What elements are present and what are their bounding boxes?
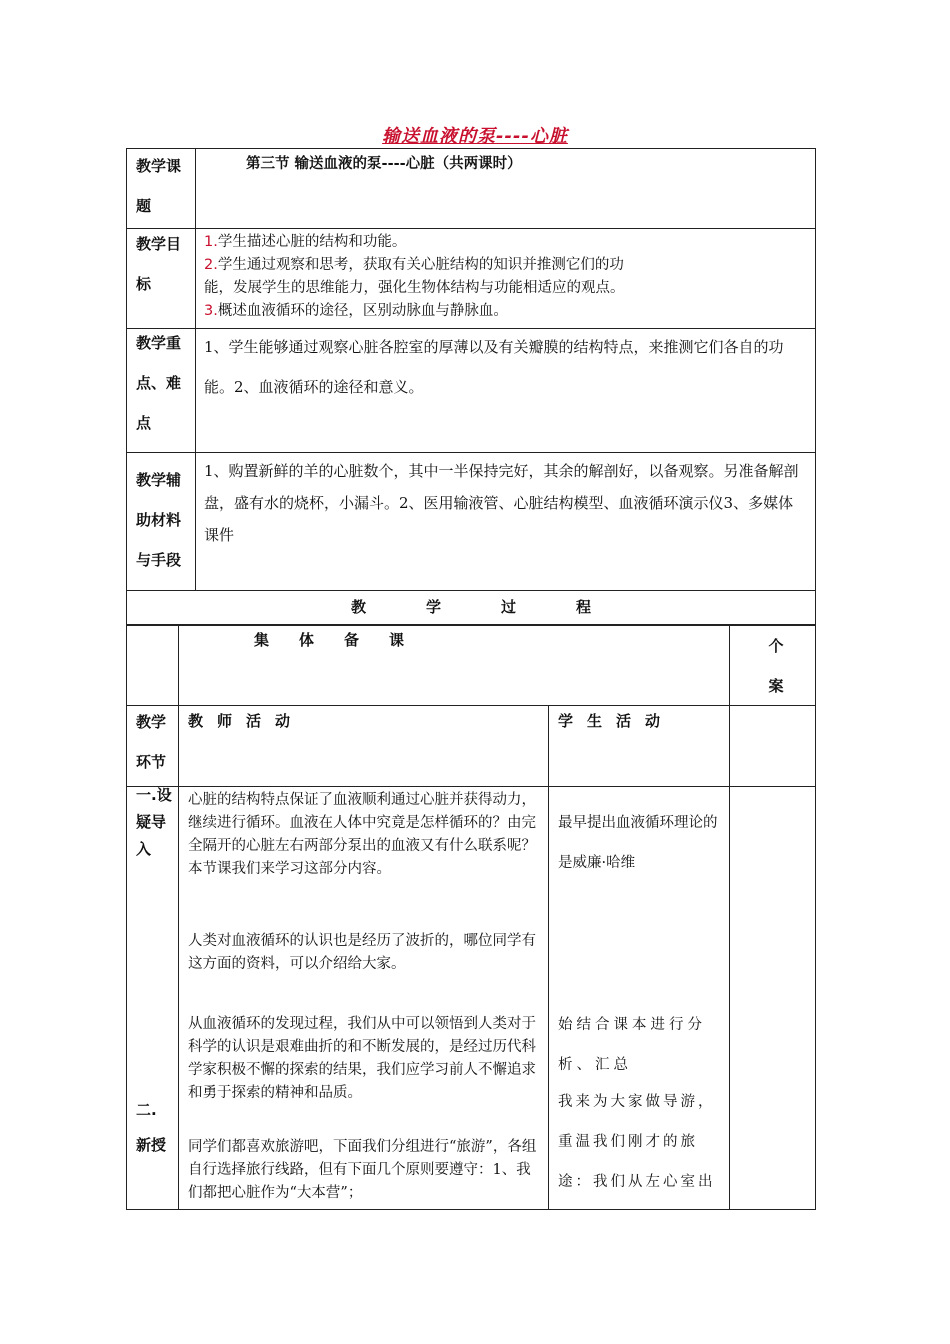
- row-divider-3: [126, 452, 816, 453]
- teacher-paragraph-3: 从血液循环的发现过程，我们从中可以领悟到人类对于科学的认识是艰难曲折的和不断发展的，是经过历代科学家积极不懈的探索的结果，我们应学习前人不懈追求和勇于探索的精神和品质。: [188, 1016, 536, 1101]
- teacher-paragraph-2: 人类对血液循环的认识也是经历了波折的，哪位同学有这方面的资料，可以介绍给大家。: [188, 933, 536, 972]
- goal-item-1: [204, 231, 714, 254]
- key-points-label: 教学重点、难点: [136, 334, 182, 432]
- goal-item-2: [204, 254, 714, 277]
- collective-prep-header: 集体备课: [254, 631, 435, 649]
- stage-new-teaching: 二.新授: [136, 1101, 167, 1154]
- student-activity-header: 学生活动: [558, 712, 675, 730]
- goal-text: 能，发展学生的思维能力，强化生物体结构与功能相适应的观点。: [204, 280, 625, 296]
- teacher-paragraph-4: 同学们都喜欢旅游吧，下面我们分组进行“旅游”，各组自行选择旅行线路，但有下面几个原则要遵守：1、我们都把心脏作为“大本营”；: [188, 1139, 537, 1201]
- goals-label: 教学目标: [136, 235, 182, 293]
- process-header: 教学过程: [350, 598, 651, 616]
- stage-column-header: 教学环节: [136, 713, 167, 771]
- goal-item-3: [204, 300, 714, 323]
- goal-number: 1.: [204, 234, 218, 250]
- individual-column-divider: [729, 625, 730, 1210]
- goal-text: 学生通过观察和思考，获取有关心脏结构的知识并推测它们的功: [217, 257, 624, 273]
- row-divider-1: [126, 228, 816, 229]
- teacher-paragraph-1: 心脏的结构特点保证了血液顺利通过心脏并获得动力，继续进行循环。血液在人体中究竟是怎样循环的？由完全隔开的心脏左右两部分泵出的血液又有什么联系呢？本节课我们来学习这部分内容。: [188, 792, 536, 877]
- student-paragraph-3: 我来为大家做导游，重温我们刚才的旅途：我们从左心室出: [558, 1094, 716, 1190]
- goal-number: 3.: [204, 303, 218, 319]
- stage-intro: 一.设疑导入: [136, 786, 172, 858]
- topic-value: 第三节 输送血液的泵----心脏（共两课时）: [246, 156, 522, 172]
- key-points-value: 1、学生能够通过观察心脏各腔室的厚薄以及有关瓣膜的结构特点，来推测它们各自的功能。2、血液循环的途径和意义。: [204, 338, 784, 396]
- subheader-row-divider: [126, 786, 816, 787]
- student-paragraph-1: 最早提出血液循环理论的是威廉·哈维: [558, 815, 718, 871]
- materials-label: 教学辅助材料与手段: [136, 471, 182, 569]
- individual-case-header: 个案: [768, 637, 784, 695]
- goal-item-2-cont: [204, 277, 714, 300]
- student-column-divider: [548, 705, 549, 1210]
- materials-value: 1、购置新鲜的羊的心脏数个，其中一半保持完好，其余的解剖好，以备观察。另准备解剖盘，盛有水的烧杯，小漏斗。2、医用输液管、心脏结构模型、血液循环演示仪3、多媒体课件: [204, 462, 799, 544]
- stage-column-divider: [178, 625, 179, 1210]
- topic-label: 教学课题: [136, 157, 182, 215]
- student-paragraph-2: 始结合课本进行分析、汇总: [558, 1017, 706, 1073]
- label-column-divider: [195, 148, 196, 590]
- goal-text: 概述血液循环的途径，区别动脉血与静脉血。: [217, 303, 508, 319]
- goals-list: [204, 231, 714, 323]
- goal-number: 2.: [204, 257, 218, 273]
- goal-text: 学生描述心脏的结构和功能。: [217, 234, 407, 250]
- document-title: 输送血液的泵----心脏: [382, 126, 568, 147]
- teacher-activity-header: 教师活动: [188, 712, 305, 730]
